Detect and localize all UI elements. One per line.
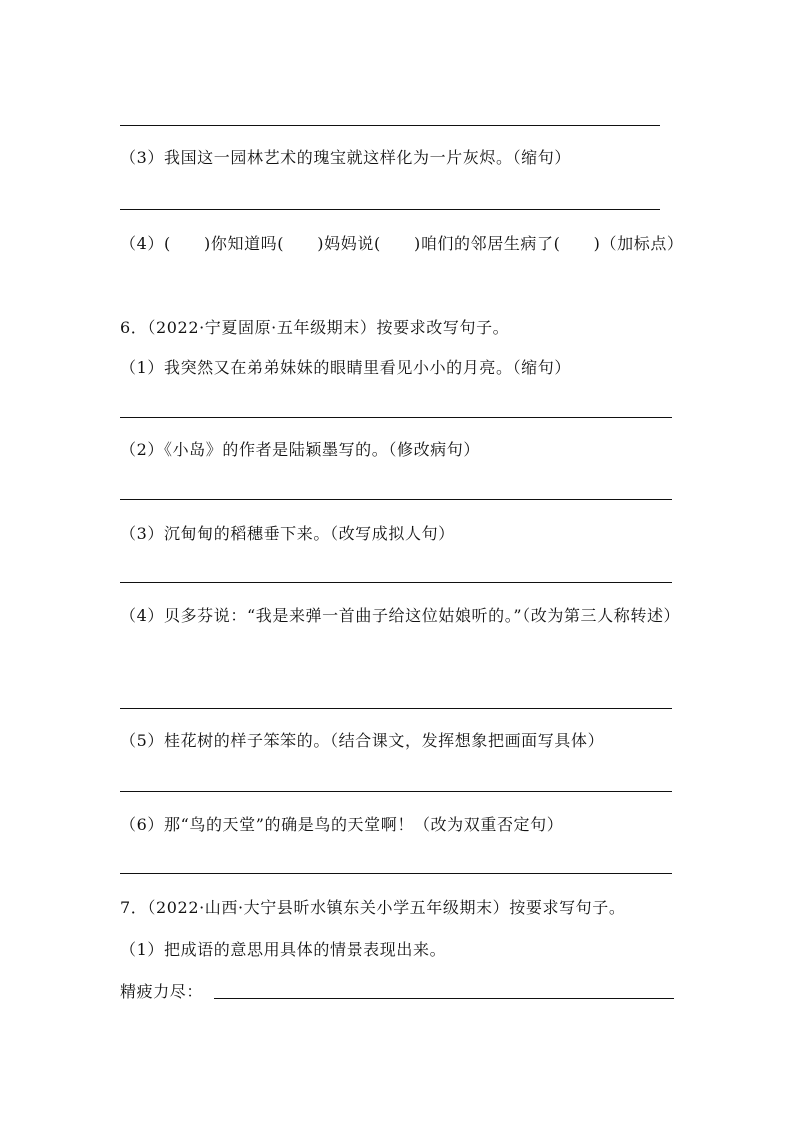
q7-header: 7．（2022·山西·大宁县昕水镇东关小学五年级期末）按要求写句子。 [120,898,626,917]
q6-item-6: （6）那“鸟的天堂”的确是鸟的天堂啊！（改为双重否定句） [120,815,564,834]
q6-item-5: （5）桂花树的样子笨笨的。（结合课文，发挥想象把画面写具体） [120,731,605,750]
idiom-answer-line[interactable] [214,998,674,999]
q6-item-4: （4）贝多芬说：“我是来弹一首曲子给这位姑娘听的。”（改为第三人称转述） [120,606,681,625]
q6-item-2: （2）《小岛》的作者是陆颖墨写的。（修改病句） [120,440,480,459]
q6-header: 6．（2022·宁夏固原·五年级期末）按要求改写句子。 [120,318,510,337]
q6-item-3: （3）沉甸甸的稻穗垂下来。（改写成拟人句） [120,524,455,543]
q5-item-4: （4）( )你知道吗( )妈妈说( )咱们的邻居生病了( )（加标点） [120,234,684,253]
answer-line[interactable] [120,582,672,583]
q7-item-1: （1）把成语的意思用具体的情景表现出来。 [120,940,447,959]
answer-line[interactable] [120,499,672,500]
answer-line[interactable] [120,873,672,874]
answer-line[interactable] [120,125,660,126]
idiom-label: 精疲力尽： [120,982,204,1001]
answer-line[interactable] [120,791,672,792]
q6-item-1: （1）我突然又在弟弟妹妹的眼睛里看见小小的月亮。（缩句） [120,358,571,377]
answer-line[interactable] [120,708,672,709]
answer-line[interactable] [120,417,672,418]
q5-item-3: （3）我国这一园林艺术的瑰宝就这样化为一片灰烬。（缩句） [120,148,571,167]
answer-line[interactable] [120,209,660,210]
